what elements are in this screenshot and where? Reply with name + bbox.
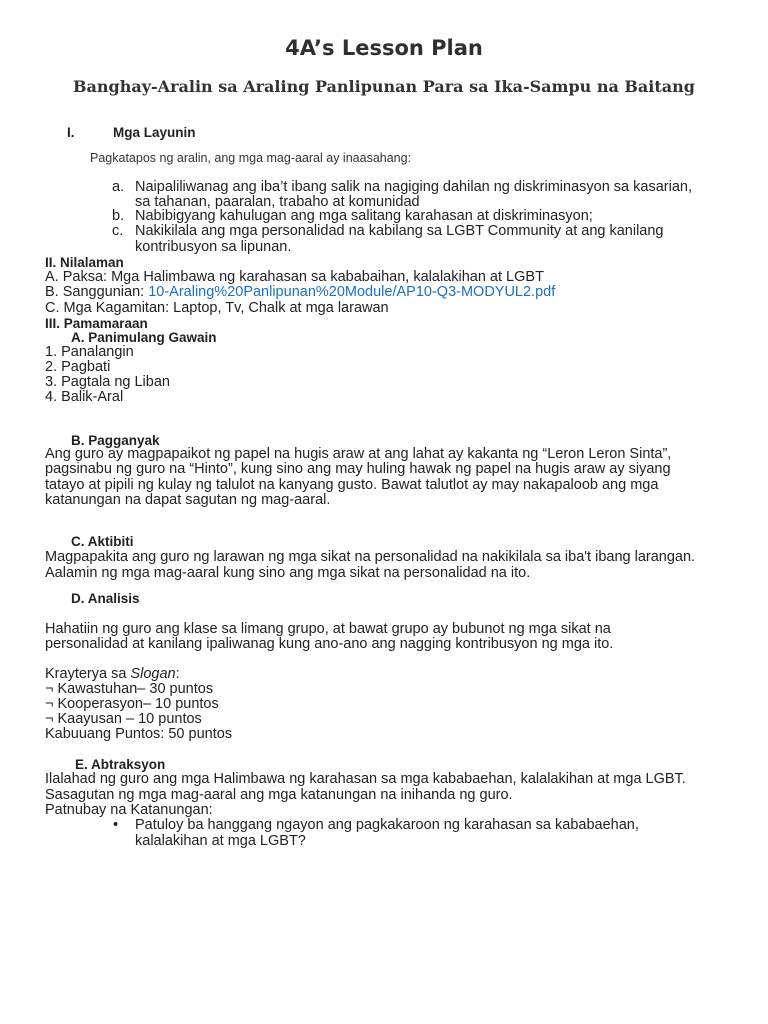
objective-b-line1: Nabibigyang kahulugan ang mga salitang karahasan at diskriminasyon; <box>135 208 593 224</box>
analisis-heading: D. Analisis <box>71 591 140 606</box>
abtraksyon-line: Ilalahad ng guro ang mga Halimbawa ng karahasan sa mga kababaehan, kalalakihan at mga LGBT. <box>45 771 686 787</box>
analisis-line: personalidad at kanilang ipaliwanag kung ano-ano ang nagging kontribusyon ng mga ito. <box>45 636 614 652</box>
bullet-icon: • <box>113 817 119 833</box>
objective-c-line2: kontribusyon sa lipunan. <box>135 239 292 255</box>
total-points: Kabuuang Puntos: 50 puntos <box>45 726 233 742</box>
criteria-item: ¬ Kawastuhan– 30 puntos <box>45 681 214 697</box>
objective-a-marker: a. <box>112 179 125 195</box>
aktibiti-heading: C. Aktibiti <box>71 534 134 549</box>
module-pdf-link[interactable]: 10-Araling%20Panlipunan%20Module/AP10-Q3-MODYUL2.pdf <box>148 284 556 300</box>
section3-heading: III. Pamamaraan <box>45 316 148 331</box>
objectives-intro: Pagkatapos ng aralin, ang mga mag-aaral ay inaasahang: <box>90 151 412 165</box>
sanggunian-label: B. Sanggunian: <box>45 284 149 300</box>
pagganyak-line: Ang guro ay magpapaikot ng papel na hugis araw at ang lahat ay kakanta ng “Leron Leron Sinta”, <box>45 446 672 462</box>
kagamitan-line: C. Mga Kagamitan: Laptop, Tv, Chalk at mga larawan <box>45 300 389 316</box>
page-subtitle: Banghay-Aralin sa Araling Panlipunan Para sa Ika-Sampu na Baitang <box>73 77 695 96</box>
sanggunian-line <box>45 285 555 300</box>
pagganyak-line: katanungan na dapat sagutan ng mag-aaral. <box>45 492 331 508</box>
abtraksyon-line: Sasagutan ng mga mag-aaral ang mga katanungan na inihanda ng guro. <box>45 787 513 803</box>
patnubay-label: Patnubay na Katanungan: <box>45 802 213 818</box>
aktibiti-line: Aalamin ng mga mag-aaral kung sino ang mga sikat na personalidad na ito. <box>45 565 531 581</box>
criteria-colon: : <box>175 666 180 682</box>
list-item: 3. Pagtala ng Liban <box>45 374 170 390</box>
objective-a-line2: sa tahanan, paaralan, trabaho at komunidad <box>135 194 420 210</box>
criteria-label: Krayterya sa <box>45 666 131 682</box>
pagganyak-heading: B. Pagganyak <box>71 433 160 448</box>
criteria-heading <box>45 667 180 682</box>
panimulang-gawain-heading: A. Panimulang Gawain <box>71 330 217 345</box>
pagganyak-line: pagsinabu ng guro na “Hinto”, kung sino ang may huling hawak ng papel na hugis araw ay siyang <box>45 461 671 477</box>
page-title: 4A’s Lesson Plan <box>285 36 483 60</box>
criteria-item: ¬ Kooperasyon– 10 puntos <box>45 696 219 712</box>
abtraksyon-heading: E. Abtraksyon <box>75 757 166 772</box>
objective-c-line1: Nakikilala ang mga personalidad na kabilang sa LGBT Community at ang kanilang <box>135 223 664 239</box>
section1-number: I. <box>67 125 75 140</box>
list-item: 2. Pagbati <box>45 359 111 375</box>
section2-heading: II. Nilalaman <box>45 255 124 270</box>
analisis-line: Hahatiin ng guro ang klase sa limang grupo, at bawat grupo ay bubunot ng mga sikat na <box>45 621 611 637</box>
objective-a-line1: Naipaliliwanag ang iba’t ibang salik na nagiging dahilan ng diskriminasyon sa kasarian, <box>135 179 692 195</box>
question-line2: kalalakihan at mga LGBT? <box>135 833 306 849</box>
list-item: 4. Balik-Aral <box>45 389 124 405</box>
criteria-item: ¬ Kaayusan – 10 puntos <box>45 711 202 727</box>
objective-b-marker: b. <box>112 208 125 224</box>
list-item: 1. Panalangin <box>45 344 134 360</box>
pagganyak-line: tatayo at pipili ng kulay ng talulot na kanyang gusto. Bawat talutlot ay may nakapaloob ang mga <box>45 477 659 493</box>
section1-heading: Mga Layunin <box>113 125 196 140</box>
aktibiti-line: Magpapakita ang guro ng larawan ng mga sikat na personalidad na nakikilala sa iba't ibang larangan. <box>45 549 696 565</box>
objective-c-marker: c. <box>112 223 124 239</box>
paksa-line: A. Paksa: Mga Halimbawa ng karahasan sa kababaihan, kalalakihan at LGBT <box>45 269 544 285</box>
question-line1: Patuloy ba hanggang ngayon ang pagkakaroon ng karahasan sa kababaehan, <box>135 817 639 833</box>
criteria-italic: Slogan <box>130 666 176 682</box>
